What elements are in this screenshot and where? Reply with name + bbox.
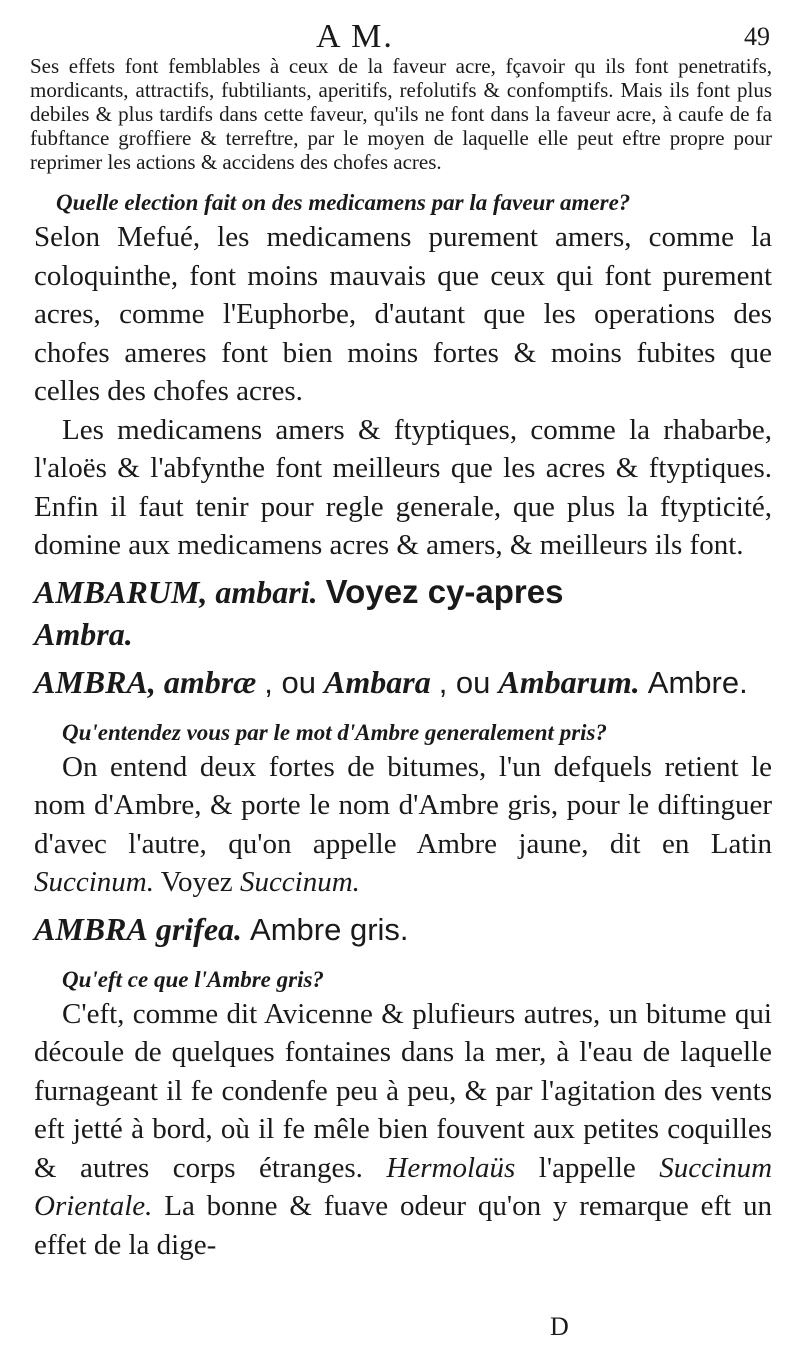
succinum-ref: Succinum. [239, 866, 360, 898]
page-number: 49 [744, 22, 770, 51]
appelle-text: l'appelle [538, 1151, 636, 1184]
paragraph-mesue: Selon Mefué, les medicamens purement amers, comme la coloquinthe, font moins mauvais que ceux qui font purement acres, comme l'Euphorbe, d'autant que les operations des chofes ameres font bien moins fortes & moins fubites que celles des chofes acres. [34, 221, 772, 407]
entry-ambra-french: Ambre. [647, 664, 748, 700]
running-title: A M. [316, 18, 394, 55]
see-text: Voyez [160, 866, 233, 898]
entry-ambra-alt-1: Ambara [324, 663, 431, 700]
entry-ambarum-see: Voyez cy-apres [325, 572, 564, 610]
entry-ambra-grisea-term: AMBRA [34, 910, 148, 947]
entry-ambarum-variant: , ambari. [199, 573, 318, 610]
entry-ambra [34, 661, 772, 704]
entry-ambra-alt-2: Ambarum. [498, 663, 640, 700]
paragraph-styptiques: Les medicamens amers & ftyptiques, comme la rhabarbe, l'aloës & l'abfynthe font meilleurs que les acres & ftyptiques. Enfin il faut tenir pour regle generale, que plus la ftypticité, domine aux medicamens acres & amers, & meilleurs ils font. [34, 413, 772, 561]
entry-ambra-term: AMBRA [34, 663, 148, 700]
paragraph-avicenne [34, 995, 772, 1265]
paragraph-avicenne-text: C'eft, comme dit Avicenne & plufieurs autres, un bitume qui découle de quelques fontaines dans la mer, à l'eau de laquelle furnageant il fe condenfe peu à peu, & par l'agitation des vents eft jetté à bord, où il fe mêle bien fouvent aux petites coquilles & autres corps étranges. [34, 997, 772, 1184]
succinum-term: Succinum. [34, 866, 154, 898]
entry-ambra-grisea-variant: grifea. [155, 910, 243, 947]
question-amere: Quelle election fait on des medicamens par la faveur amere? [56, 190, 631, 215]
entry-ambra-grisea [34, 908, 772, 951]
entry-ambra-or-1: , ou [264, 664, 316, 700]
entry-ambra-grisea-french: Ambre gris. [250, 911, 409, 947]
question-ambre: Qu'entendez vous par le mot d'Ambre generalement pris? [62, 719, 607, 745]
question-ambre-gris: Qu'eft ce que l'Ambre gris? [62, 966, 324, 992]
entry-ambarum [34, 571, 772, 655]
paragraph-bitumes-text: On entend deux fortes de bitumes, l'un defquels retient le nom d'Ambre, & porte le nom d'Ambre gris, pour le diftinguer d'avec l'autre, qu'on appelle Ambre jaune, dit en Latin [34, 750, 772, 860]
hermolaus-name: Hermolaüs [386, 1151, 516, 1184]
running-header [26, 14, 772, 54]
entry-ambarum-term: AMBARUM [34, 573, 200, 610]
entry-ambra-or-2: , ou [438, 664, 491, 700]
entry-ambra-variant: , ambræ [147, 663, 257, 700]
paragraph-acre-effects: Ses effets font femblables à ceux de la faveur acre, fçavoir qu ils font penetratifs, mordicants, attractifs, fubtiliants, aperitifs, refolutifs & confomptifs. Mais ils font plus debiles & plus tardifs dans cette faveur, qu'ils ne font dans la faveur acre, à caufe de fa fubftance groffiere & terreftre, par le moyen de laquelle elle peut eftre propre pour reprimer les actions & accidens des chofes acres. [30, 54, 772, 174]
paragraph-bitumes [34, 748, 772, 902]
paragraph-avicenne-end: La bonne & fuave odeur qu'on y remarque eft un effet de la dige- [34, 1190, 773, 1261]
entry-ambarum-ref: Ambra. [34, 615, 133, 652]
signature-mark: D [550, 1312, 569, 1341]
succinum-orientale: Succinum Orientale. [34, 1151, 773, 1222]
